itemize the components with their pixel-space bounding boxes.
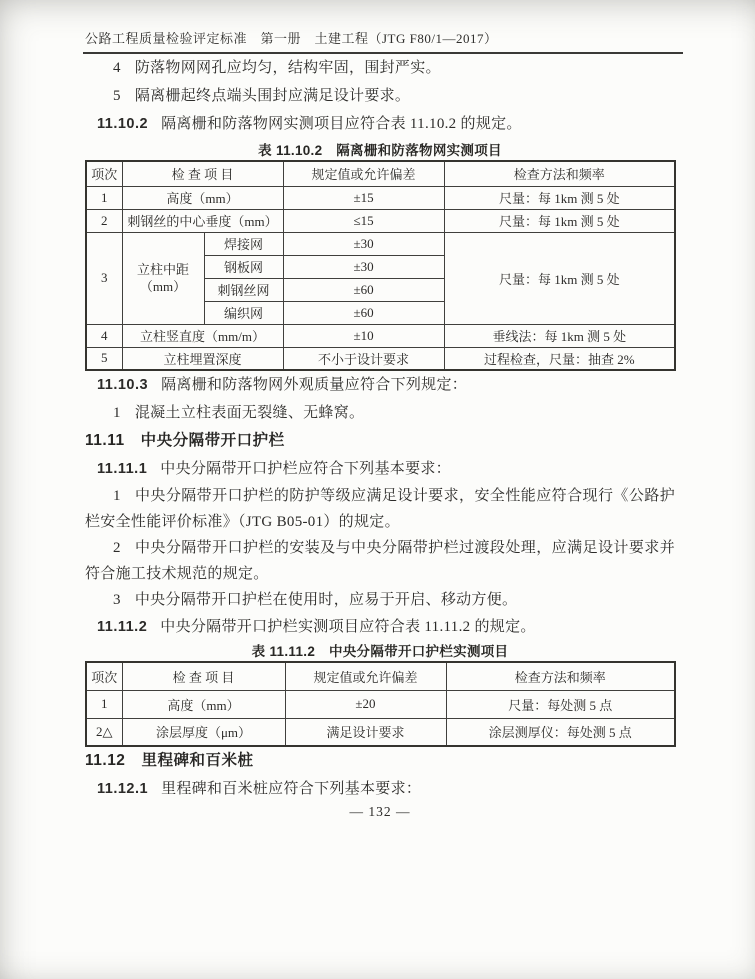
clause-text: 中央分隔带开口护栏应符合下列基本要求： — [160, 461, 451, 477]
table-11-10-2 — [85, 160, 676, 371]
row-no: 1 — [86, 690, 122, 718]
tolerance-value: ±10 — [283, 324, 444, 347]
table-row — [86, 232, 675, 255]
page-number: — 132 — — [349, 804, 411, 819]
column-header-item: 检 查 项 目 — [122, 662, 285, 690]
list-item-4 — [85, 54, 675, 82]
list-item-text: 中央分隔带开口护栏的防护等级应满足设计要求，安全性能应符合现行《公路护栏安全性能评价标准》（JTG B05-01）的规定。 — [85, 488, 675, 530]
table-header-row — [86, 662, 675, 690]
row-no: 5 — [86, 347, 122, 370]
subitem-name: 刺钢丝网 — [204, 278, 283, 301]
list-item-5 — [85, 82, 675, 110]
clause-number: 11.10.2 — [97, 116, 149, 132]
list-item-number: 2 — [113, 540, 121, 556]
table-row — [86, 324, 675, 347]
column-header-no: 项次 — [86, 662, 122, 690]
method-value: 垂线法：每 1km 测 5 处 — [444, 324, 675, 347]
column-header-method: 检查方法和频率 — [446, 662, 675, 690]
clause-11-10-3 — [85, 371, 675, 399]
table-11-11-2 — [85, 661, 676, 747]
table-11-10-2-caption: 表 11.10.2 隔离栅和防落物网实测项目 — [258, 143, 502, 158]
subitem-name: 编织网 — [204, 301, 283, 324]
table-row — [86, 209, 675, 232]
row-no: 3 — [86, 232, 122, 324]
list-item-number: 3 — [113, 592, 121, 608]
clause-11-11-1-item-2 — [85, 535, 675, 587]
page-content — [85, 0, 675, 821]
table-row — [86, 186, 675, 209]
clause-text: 中央分隔带开口护栏实测项目应符合表 11.11.2 的规定。 — [160, 619, 536, 635]
tolerance-value: ±30 — [283, 232, 444, 255]
section-heading-11-12 — [85, 747, 675, 775]
clause-number: 11.11.1 — [97, 461, 148, 477]
clause-11-12-1 — [85, 775, 675, 803]
item-name: 涂层厚度（μm） — [122, 718, 285, 746]
list-item-text: 防落物网网孔应均匀，结构牢固，围封严实。 — [134, 60, 441, 76]
clause-text: 里程碑和百米桩应符合下列基本要求： — [161, 781, 422, 797]
clause-number: 11.11.2 — [97, 619, 148, 635]
clause-text: 隔离栅和防落物网外观质量应符合下列规定： — [161, 377, 468, 393]
column-header-item: 检 查 项 目 — [122, 161, 283, 186]
column-header-tolerance: 规定值或允许偏差 — [285, 662, 446, 690]
tolerance-value: ±15 — [283, 186, 444, 209]
clause-text: 隔离栅和防落物网实测项目应符合表 11.10.2 的规定。 — [161, 116, 522, 132]
tolerance-value: ≤15 — [283, 209, 444, 232]
section-heading-11-11 — [85, 427, 675, 455]
item-name: 立柱竖直度（mm/m） — [122, 324, 283, 347]
row-no: 1 — [86, 186, 122, 209]
table-row — [86, 347, 675, 370]
clause-11-11-2 — [85, 613, 675, 641]
item-name-line2: （mm） — [139, 279, 187, 294]
running-header-title: 公路工程质量检验评定标准 第一册 土建工程（JTG F80/1—2017） — [85, 31, 498, 46]
clause-11-10-3-item-1 — [85, 399, 675, 427]
table-11-11-2-caption: 表 11.11.2 中央分隔带开口护栏实测项目 — [251, 644, 509, 659]
method-value: 尺量：每处测 5 点 — [446, 690, 675, 718]
item-name — [122, 232, 204, 324]
item-name: 刺钢丝的中心垂度（mm） — [122, 209, 283, 232]
clause-11-10-2 — [85, 110, 675, 138]
subitem-name: 焊接网 — [204, 232, 283, 255]
section-number: 11.12 — [85, 752, 126, 769]
list-item-text: 中央分隔带开口护栏的安装及与中央分隔带护栏过渡段处理，应满足设计要求并符合施工技术规范的规定。 — [85, 540, 675, 582]
tolerance-value: ±60 — [283, 278, 444, 301]
list-item-text: 中央分隔带开口护栏在使用时，应易于开启、移动方便。 — [134, 592, 518, 608]
clause-11-11-1-item-1 — [85, 483, 675, 535]
row-no: 2 — [86, 209, 122, 232]
list-item-number: 4 — [113, 60, 121, 76]
method-value: 尺量：每 1km 测 5 处 — [444, 232, 675, 324]
table-row — [86, 718, 675, 746]
method-value: 涂层测厚仪：每处测 5 点 — [446, 718, 675, 746]
section-title: 里程碑和百米桩 — [141, 752, 254, 769]
method-value: 尺量：每 1km 测 5 处 — [444, 209, 675, 232]
column-header-tolerance: 规定值或允许偏差 — [283, 161, 444, 186]
tolerance-value: 不小于设计要求 — [283, 347, 444, 370]
section-number: 11.11 — [85, 432, 125, 449]
list-item-number: 5 — [113, 88, 121, 104]
row-no: 4 — [86, 324, 122, 347]
item-name: 立柱埋置深度 — [122, 347, 283, 370]
column-header-method: 检查方法和频率 — [444, 161, 675, 186]
tolerance-value: ±30 — [283, 255, 444, 278]
clause-number: 11.12.1 — [97, 781, 149, 797]
item-name: 高度（mm） — [122, 186, 283, 209]
row-no: 2△ — [86, 718, 122, 746]
item-name-line1: 立柱中距 — [136, 262, 189, 277]
list-item-number: 1 — [113, 405, 121, 421]
clause-11-11-1-item-3 — [85, 587, 675, 613]
method-value: 尺量：每 1km 测 5 处 — [444, 186, 675, 209]
clause-11-11-1 — [85, 455, 675, 483]
table-header-row — [86, 161, 675, 186]
clause-number: 11.10.3 — [97, 377, 149, 393]
subitem-name: 钢板网 — [204, 255, 283, 278]
table-row — [86, 690, 675, 718]
list-item-number: 1 — [113, 488, 121, 504]
method-value: 过程检查，尺量：抽查 2% — [444, 347, 675, 370]
section-title: 中央分隔带开口护栏 — [140, 432, 285, 449]
item-name: 高度（mm） — [122, 690, 285, 718]
column-header-no: 项次 — [86, 161, 122, 186]
tolerance-value: ±20 — [285, 690, 446, 718]
tolerance-value: 满足设计要求 — [285, 718, 446, 746]
tolerance-value: ±60 — [283, 301, 444, 324]
list-item-text: 混凝土立柱表面无裂缝、无蜂窝。 — [134, 405, 365, 421]
list-item-text: 隔离栅起终点端头围封应满足设计要求。 — [134, 88, 411, 104]
